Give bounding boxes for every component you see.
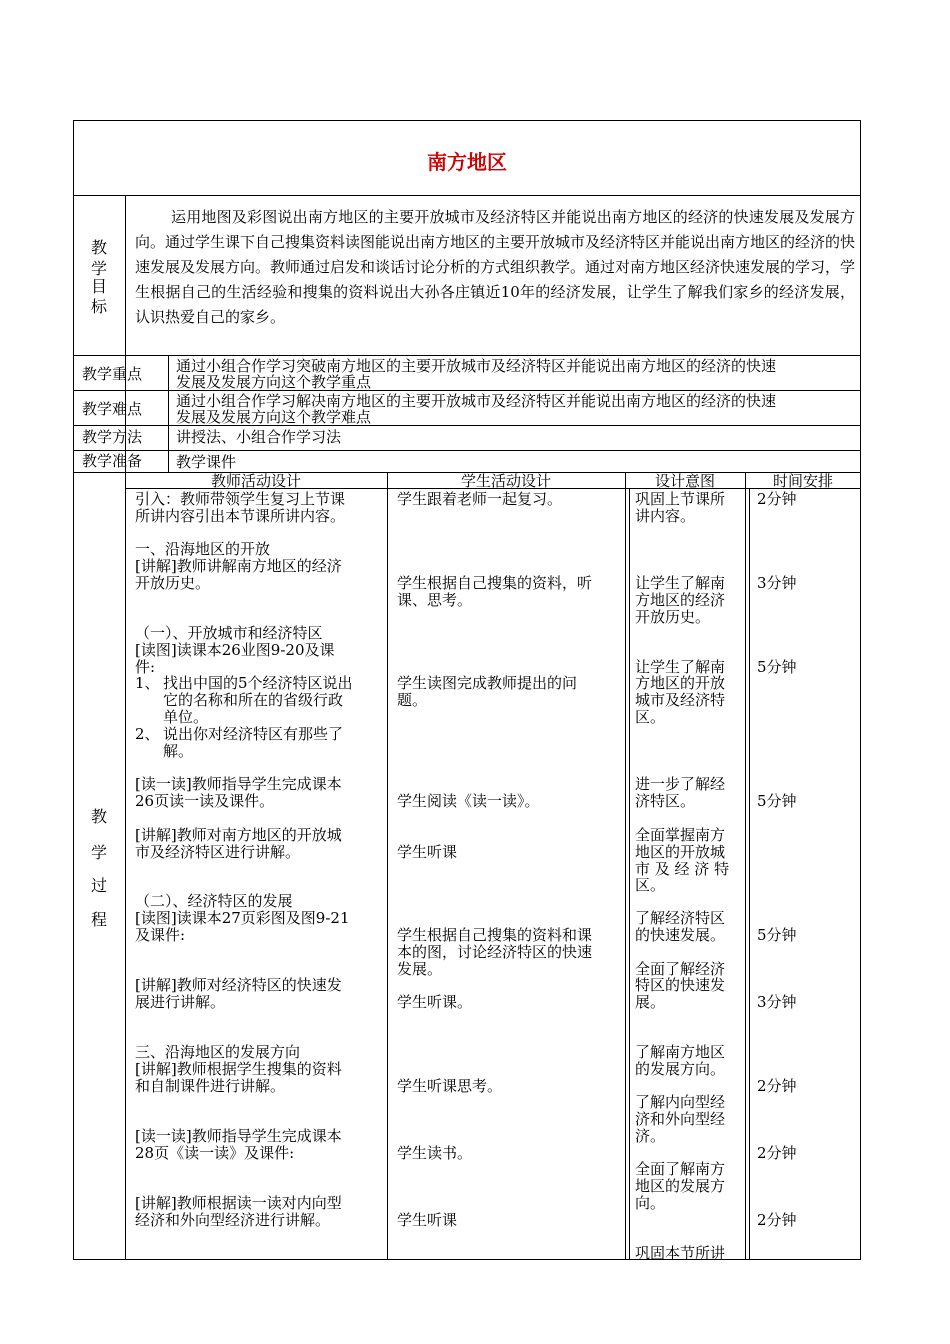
intent-line: 区。 (635, 876, 666, 894)
key-points-line: 发展及发展方向这个教学重点 (176, 373, 372, 391)
intent-line: 进一步了解经 (635, 775, 726, 793)
teacher-line: 展进行讲解。 (135, 993, 226, 1011)
intent-line: 济和外向型经 (635, 1110, 726, 1128)
intent-line: 开放历史。 (635, 608, 711, 626)
time-entry: 5分钟 (757, 792, 797, 810)
intent-line: 的快速发展。 (635, 926, 726, 944)
student-line: 学生跟着老师一起复习。 (397, 490, 563, 508)
teacher-line: [讲解]教师根据读一读对内向型 (135, 1194, 342, 1212)
student-line: 学生根据自己搜集的资料，听 (397, 574, 593, 592)
teacher-line: 经济和外向型经济进行讲解。 (135, 1211, 331, 1229)
intent-line: 城市及经济特 (635, 691, 726, 709)
student-line: 学生听课 (397, 843, 458, 861)
teacher-line: 所讲内容引出本节课所讲内容。 (135, 507, 346, 525)
intent-column-divider (625, 472, 626, 1260)
preparation-label: 教学准备 (82, 452, 143, 470)
intent-line: 全面了解南方 (635, 1160, 726, 1178)
intent-line: 地区的开放城 (635, 843, 726, 861)
teacher-line: [读一读]教师指导学生完成课本 (135, 1127, 342, 1145)
teacher-line: [讲解]教师对南方地区的开放城 (135, 826, 342, 844)
teacher-line: 2、 (135, 725, 160, 743)
intent-line: 让学生了解南 (635, 574, 726, 592)
time-entry: 5分钟 (757, 658, 797, 676)
teacher-line: 和自制课件进行讲解。 (135, 1077, 286, 1095)
objectives-label-char: 标 (90, 297, 107, 316)
intent-line: 了解经济特区 (635, 909, 726, 927)
intent-column-divider-inner (629, 488, 630, 1260)
methods-label: 教学方法 (82, 428, 143, 446)
teacher-line: [读图]读课本26业图9-20及课 (135, 641, 335, 659)
key-points-label: 教学重点 (82, 365, 143, 383)
teacher-line: 开放历史。 (135, 574, 211, 592)
student-line: 学生听课思考。 (397, 1077, 503, 1095)
header-teacher-activity: 教师活动设计 (210, 472, 301, 490)
teacher-line: 解。 (163, 742, 194, 760)
student-line: 发展。 (397, 960, 443, 978)
row-divider (73, 355, 861, 356)
difficulties-line: 发展及发展方向这个教学难点 (176, 408, 372, 426)
intent-line: 了解内向型经 (635, 1093, 726, 1111)
objectives-label-char: 学 (90, 259, 107, 278)
teacher-line: 及课件: (135, 926, 186, 944)
process-label-char: 教 (90, 807, 107, 826)
teacher-line: 件: (135, 658, 156, 676)
teacher-line: 三、沿海地区的发展方向 (135, 1043, 301, 1061)
teacher-line: 26页读一读及课件。 (135, 792, 275, 810)
difficulties-line: 通过小组合作学习解决南方地区的主要开放城市及经济特区并能说出南方地区的经济的快速 (176, 392, 777, 410)
intent-line: 济。 (635, 1127, 666, 1145)
teacher-line: 单位。 (163, 708, 209, 726)
intent-line: 全面掌握南方 (635, 826, 726, 844)
teacher-line: [读一读]教师指导学生完成课本 (135, 775, 342, 793)
student-column-divider (387, 472, 388, 1260)
teacher-line: 1、 (135, 674, 160, 692)
objectives-label-char: 教 (90, 238, 107, 257)
intent-line: 济特区。 (635, 792, 696, 810)
teacher-line: [讲解]教师根据学生搜集的资料 (135, 1060, 342, 1078)
teacher-line: [读图]读课本27页彩图及图9-21 (135, 909, 350, 927)
intent-line: 特区的快速发 (635, 976, 726, 994)
time-entry: 3分钟 (757, 993, 797, 1011)
objectives-text: 运用地图及彩图说出南方地区的主要开放城市及经济特区并能说出南方地区的经济的快速发展及发展方向。通过学生课下自己搜集资料读图能说出南方地区的主要开放城市及经济特区并能说出南方地区的经济的快速发展及发展方向。教师通过启发和谈话讨论分析的方式组织教学。通过对南方地区经济快速发展的学习，学生根据自己的生活经验和搜集的资料说出大孙各庄镇近10年的经济发展，让学生了解我们家乡的经济发展，认识热爱自己的家乡。 (135, 208, 856, 326)
student-line: 课、思考。 (397, 591, 473, 609)
time-column-divider (745, 472, 746, 1260)
teacher-line: 找出中国的5个经济特区说出 (163, 674, 353, 692)
difficulties-label: 教学难点 (82, 400, 143, 418)
methods-value: 讲授法、小组合作学习法 (176, 428, 342, 446)
intent-line: 方地区的经济 (635, 591, 726, 609)
label-column-divider-short (168, 355, 169, 472)
intent-line: 展。 (635, 993, 666, 1011)
student-line: 本的图，讨论经济特区的快速 (397, 943, 593, 961)
intent-line: 巩固上节课所 (635, 490, 726, 508)
label-column-divider (125, 195, 126, 1260)
header-design-intent: 设计意图 (654, 472, 715, 490)
teacher-line: [讲解]教师对经济特区的快速发 (135, 976, 342, 994)
student-line: 学生阅读《读一读》。 (397, 792, 540, 810)
intent-line: 了解南方地区 (635, 1043, 726, 1061)
intent-line: 地区的发展方 (635, 1177, 726, 1195)
intent-line: 市 及 经 济 特 (635, 860, 730, 878)
process-label-char: 过 (90, 876, 107, 895)
process-label-char: 学 (90, 843, 107, 862)
intent-line: 让学生了解南 (635, 658, 726, 676)
header-student-activity: 学生活动设计 (460, 472, 551, 490)
intent-line: 讲内容。 (635, 507, 696, 525)
process-label-char: 程 (90, 910, 107, 929)
student-line: 学生读书。 (397, 1144, 473, 1162)
teacher-line: 引入：教师带领学生复习上节课 (135, 490, 346, 508)
key-points-line: 通过小组合作学习突破南方地区的主要开放城市及经济特区并能说出南方地区的经济的快速 (176, 357, 777, 375)
teacher-line: （一）、开放城市和经济特区 (135, 624, 323, 642)
teacher-line: [讲解]教师讲解南方地区的经济 (135, 557, 342, 575)
time-entry: 2分钟 (757, 1144, 797, 1162)
time-entry: 2分钟 (757, 1211, 797, 1229)
objectives-label-char: 目 (90, 277, 107, 296)
student-line: 题。 (397, 691, 428, 709)
intent-line: 全面了解经济 (635, 960, 726, 978)
teacher-line: 28页《读一读》及课件: (135, 1144, 295, 1162)
time-entry: 5分钟 (757, 926, 797, 944)
preparation-value: 教学课件 (176, 453, 237, 471)
intent-line: 方地区的开放 (635, 674, 726, 692)
row-divider (73, 450, 861, 451)
student-line: 学生读图完成教师提出的问 (397, 674, 578, 692)
teacher-line: 市及经济特区进行讲解。 (135, 843, 301, 861)
intent-line: 的发展方向。 (635, 1060, 726, 1078)
time-column-divider-inner (749, 488, 750, 1260)
intent-line: 向。 (635, 1194, 666, 1212)
page-title: 南方地区 (427, 150, 507, 174)
student-line: 学生听课 (397, 1211, 458, 1229)
teacher-line: （二）、经济特区的发展 (135, 892, 293, 910)
teacher-line: 一、沿海地区的开放 (135, 540, 271, 558)
time-entry: 2分钟 (757, 1077, 797, 1095)
intent-line: 区。 (635, 708, 666, 726)
student-line: 学生根据自己搜集的资料和课 (397, 926, 593, 944)
time-entry: 3分钟 (757, 574, 797, 592)
teacher-line: 说出你对经济特区有那些了 (163, 725, 344, 743)
student-line: 学生听课。 (397, 993, 473, 1011)
intent-line: 巩固本节所讲 (635, 1244, 726, 1262)
time-entry: 2分钟 (757, 490, 797, 508)
teacher-line: 它的名称和所在的省级行政 (163, 691, 344, 709)
row-divider (73, 195, 861, 196)
header-time: 时间安排 (772, 472, 833, 490)
